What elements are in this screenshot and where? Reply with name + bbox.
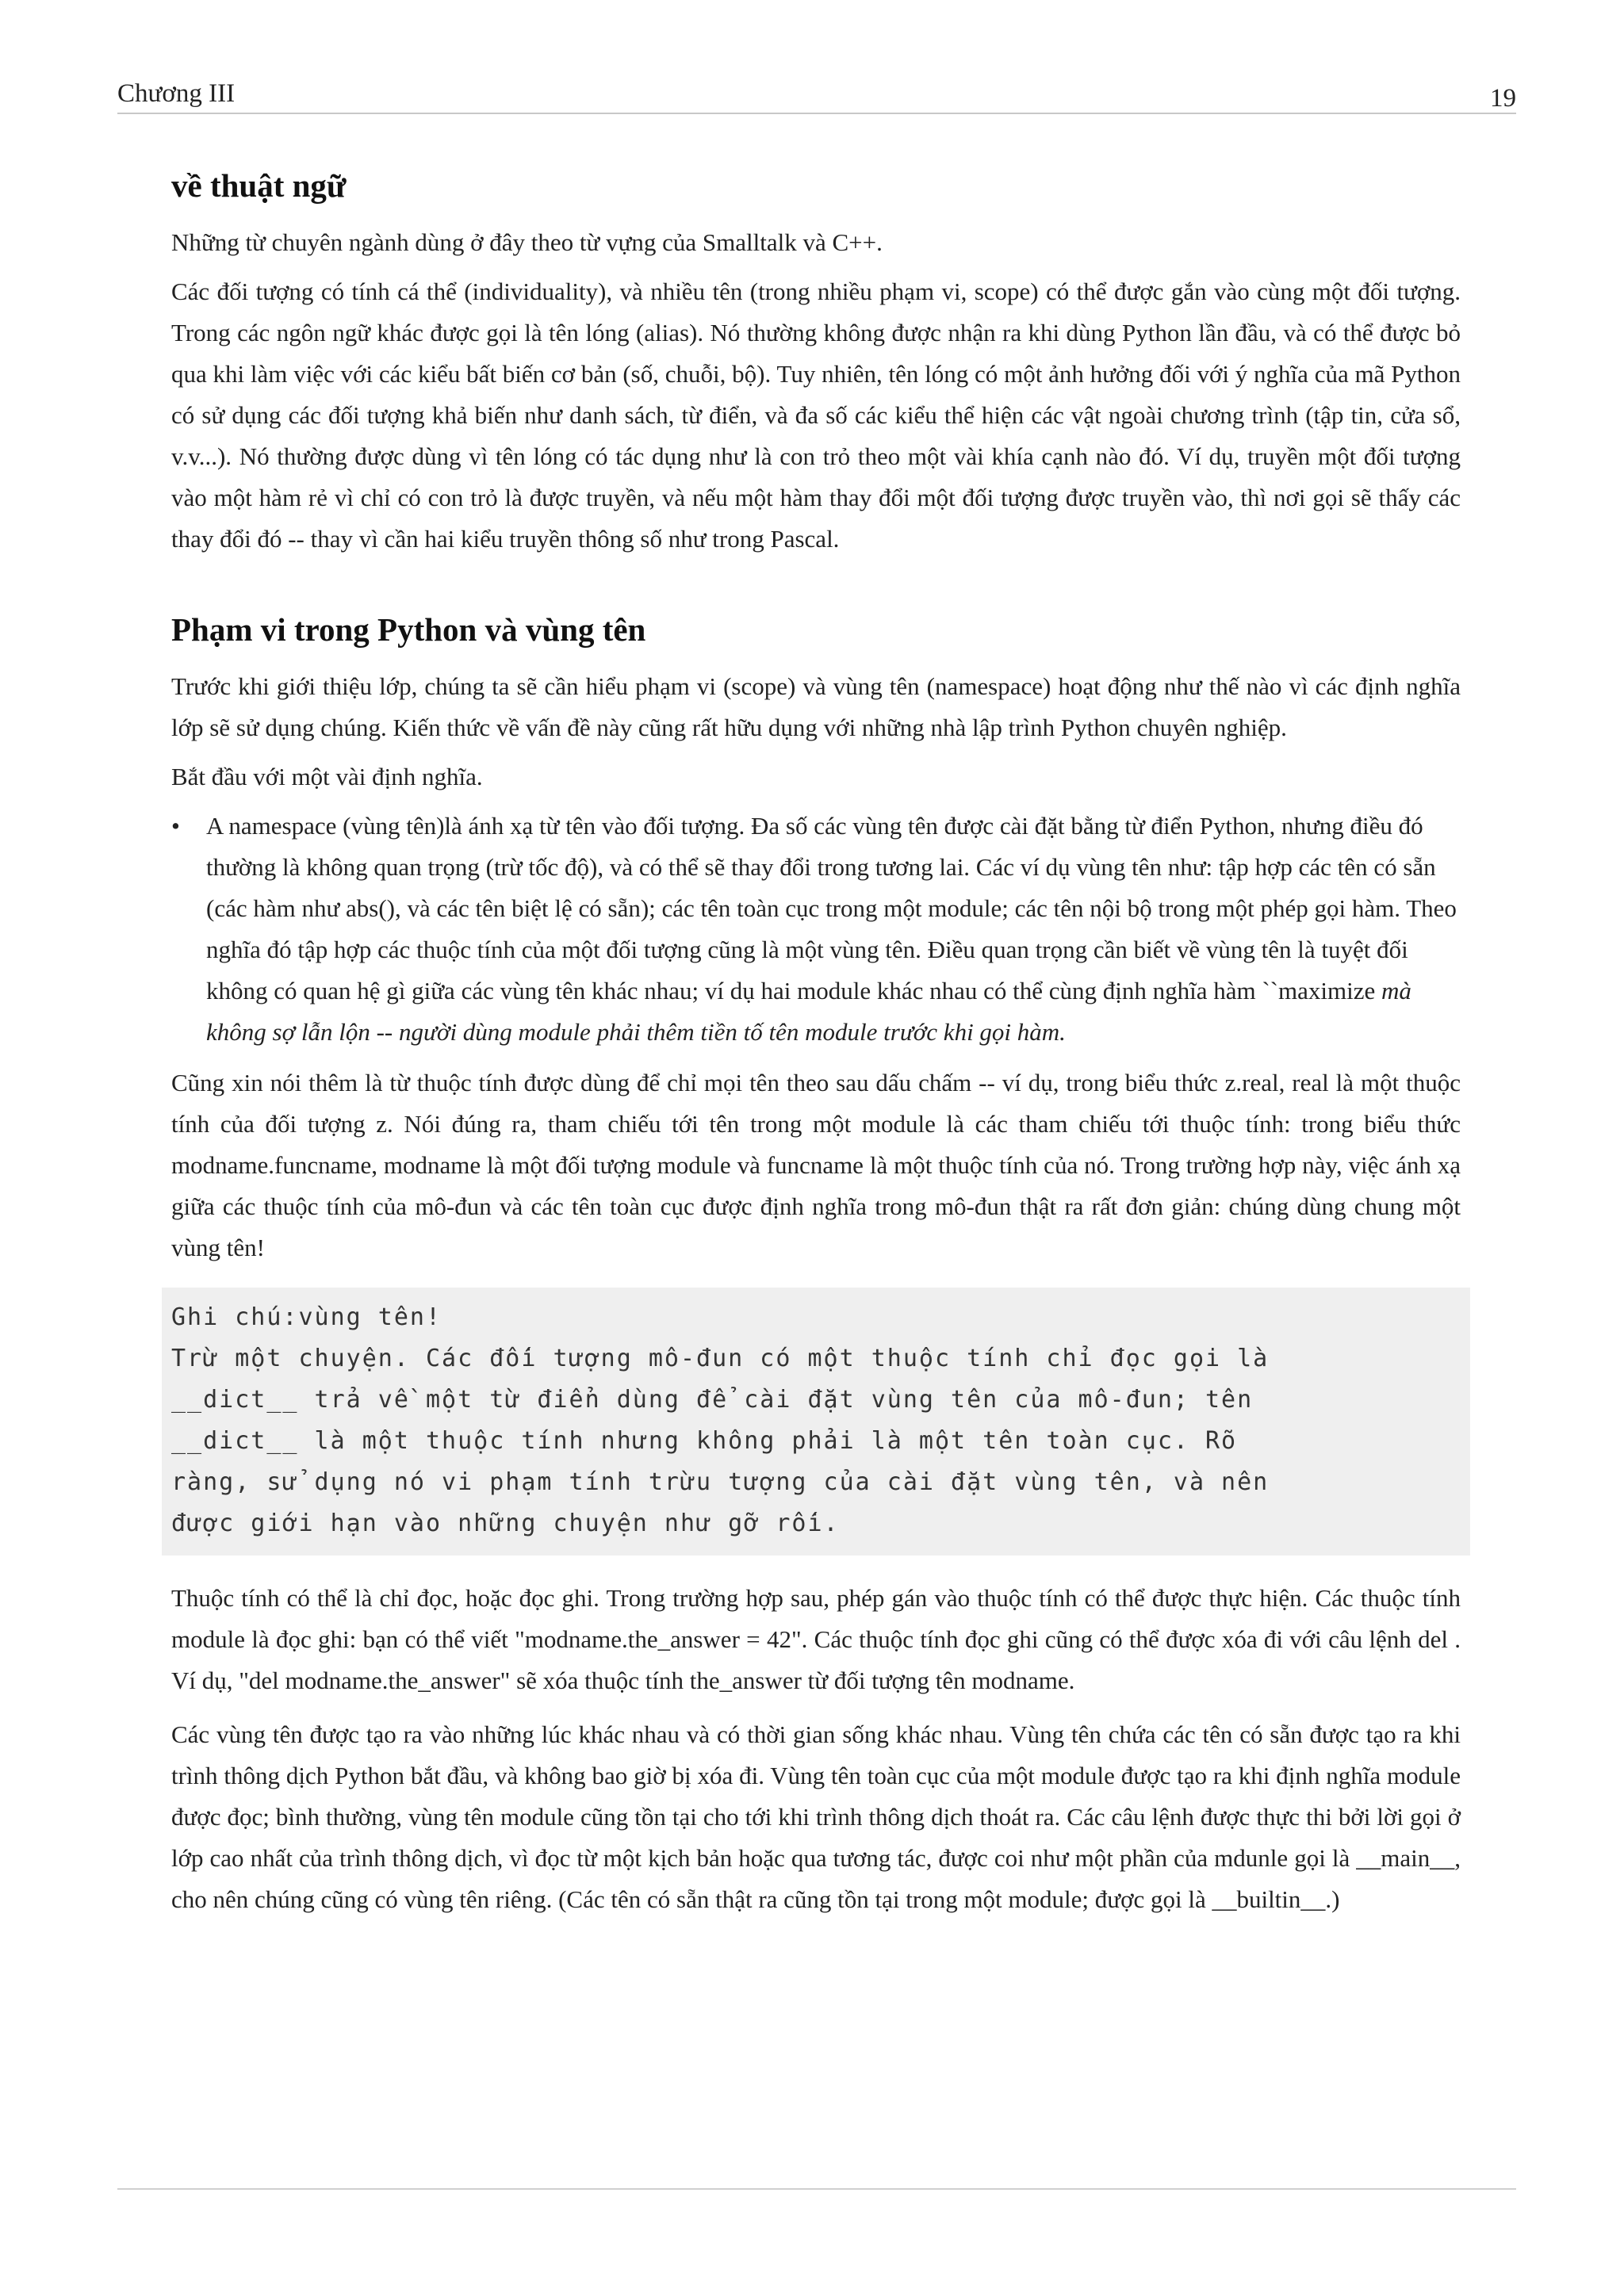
note-line: ràng, sử dụng nó vi phạm tính trừu tượng của cài đặt vùng tên, và nên — [171, 1468, 1270, 1496]
paragraph: Cũng xin nói thêm là từ thuộc tính được dùng để chỉ mọi tên theo sau dấu chấm -- ví dụ, trong biểu thức z.real, real là một thuộc tính của đối tượng z. Nói đúng ra, tham chiếu tới tên trong một module là các tham chiếu tới thuộc tính: trong biểu thức modname.funcname, modname là một đối tượng module và funcname là một thuộc tính của nó. Trong trường hợp này, việc ánh xạ giữa các thuộc tính của mô-đun và các tên toàn cục được định nghĩa trong mô-đun thật ra rất đơn giản: chúng dùng chung một vùng tên! — [171, 1069, 1461, 1261]
page-content — [171, 166, 1461, 1933]
page-header — [117, 79, 1516, 114]
list-item-text: A namespace (vùng tên)là ánh xạ từ tên vào đối tượng. Đa số các vùng tên được cài đặt bằng từ điển Python, nhưng điều đó thường là không quan trọng (trừ tốc độ), và có thể sẽ thay đổi trong tương lai. Các ví dụ vùng tên như: tập hợp các tên có sẵn (các hàm như abs(), và các tên biệt lệ có sẵn); các tên toàn cục trong một module; các tên nội bộ trong một phép gọi hàm. Theo nghĩa đó tập hợp các thuộc tính của một đối tượng cũng là một vùng tên. Điều quan trọng cần biết về vùng tên là tuyệt đối không có quan hệ gì giữa các vùng tên khác nhau; ví dụ hai module khác nhau có thể cùng định nghĩa hàm ``maximize — [206, 812, 1457, 1004]
chapter-title: Chương III — [117, 79, 236, 108]
footer-divider — [117, 2188, 1516, 2190]
note-line: __dict__ trả về một từ điển dùng để cài đặt vùng tên của mô-đun; tên — [171, 1386, 1254, 1414]
list-item — [171, 806, 1461, 1053]
paragraph: Những từ chuyên ngành dùng ở đây theo từ vựng của Smalltalk và C++. — [171, 228, 883, 256]
page-number: 19 — [1490, 84, 1516, 113]
paragraph: Thuộc tính có thể là chỉ đọc, hoặc đọc ghi. Trong trường hợp sau, phép gán vào thuộc tính có thể được thực hiện. Các thuộc tính module là đọc ghi: bạn có thể viết "modname.the_answer = 42". Các thuộc tính đọc ghi cũng có thể được xóa đi với câu lệnh del . Ví dụ, "del modname.the_answer" sẽ xóa thuộc tính the_answer từ đối tượng tên modname. — [171, 1584, 1461, 1694]
paragraph: Các đối tượng có tính cá thể (individuality), và nhiều tên (trong nhiều phạm vi, scope) có thể được gắn vào cùng một đối tượng. Trong các ngôn ngữ khác được gọi là tên lóng (alias). Nó thường không được nhận ra khi dùng Python lần đầu, và có thể được bỏ qua khi làm việc với các kiểu bất biến cơ bản (số, chuỗi, bộ). Tuy nhiên, tên lóng có một ảnh hưởng đối với ý nghĩa của mã Python có sử dụng các đối tượng khả biến như danh sách, từ điển, và đa số các kiểu thể hiện các vật ngoài chương trình (tập tin, cửa sổ, v.v...). Nó thường được dùng vì tên lóng có tác dụng như là con trỏ theo một vài khía cạnh nào đó. Ví dụ, truyền một đối tượng vào một hàm rẻ vì chỉ có con trỏ là được truyền, và nếu một hàm thay đổi một đối tượng được truyền vào, thì nơi gọi sẽ thấy các thay đổi đó -- thay vì cần hai kiểu truyền thông số như trong Pascal. — [171, 277, 1461, 553]
paragraph: Bắt đầu với một vài định nghĩa. — [171, 763, 483, 790]
note-line: Ghi chú:vùng tên! — [171, 1303, 442, 1331]
note-box — [162, 1288, 1470, 1556]
paragraph: Trước khi giới thiệu lớp, chúng ta sẽ cần hiểu phạm vi (scope) và vùng tên (namespace) hoạt động như thế nào vì các định nghĩa lớp sẽ sử dụng chúng. Kiến thức về vấn đề này cũng rất hữu dụng với những nhà lập trình Python chuyên nghiệp. — [171, 672, 1461, 741]
section-heading-terminology: về thuật ngữ — [171, 167, 347, 204]
list-item-italic-text: mà không sợ lẫn lộn -- người dùng module phải thêm tiền tố tên module trước khi gọi hàm. — [206, 977, 1411, 1046]
paragraph: Các vùng tên được tạo ra vào những lúc khác nhau và có thời gian sống khác nhau. Vùng tên chứa các tên có sẵn được tạo ra khi trình thông dịch Python bắt đầu, và không bao giờ bị xóa đi. Vùng tên toàn cục của một module được tạo ra khi định nghĩa module được đọc; bình thường, vùng tên module cũng tồn tại cho tới khi trình thông dịch thoát ra. Các câu lệnh được thực thi bởi lời gọi ở lớp cao nhất của trình thông dịch, vì đọc từ một kịch bản hoặc qua tương tác, được coi như một phần của mdunle gọi là __main__, cho nên chúng cũng có vùng tên riêng. (Các tên có sẵn thật ra cũng tồn tại trong một module; được gọi là __builtin__.) — [171, 1720, 1461, 1913]
bullet-icon: • — [171, 812, 180, 840]
note-line: __dict__ là một thuộc tính nhưng không phải là một tên toàn cục. Rõ — [171, 1427, 1238, 1455]
section-heading-scopes-namespaces: Phạm vi trong Python và vùng tên — [171, 611, 646, 648]
note-line: Trừ một chuyện. Các đối tượng mô-đun có một thuộc tính chỉ đọc gọi là — [171, 1345, 1270, 1372]
definition-list — [171, 806, 1461, 1053]
note-line: được giới hạn vào những chuyện như gỡ rối. — [171, 1510, 840, 1537]
